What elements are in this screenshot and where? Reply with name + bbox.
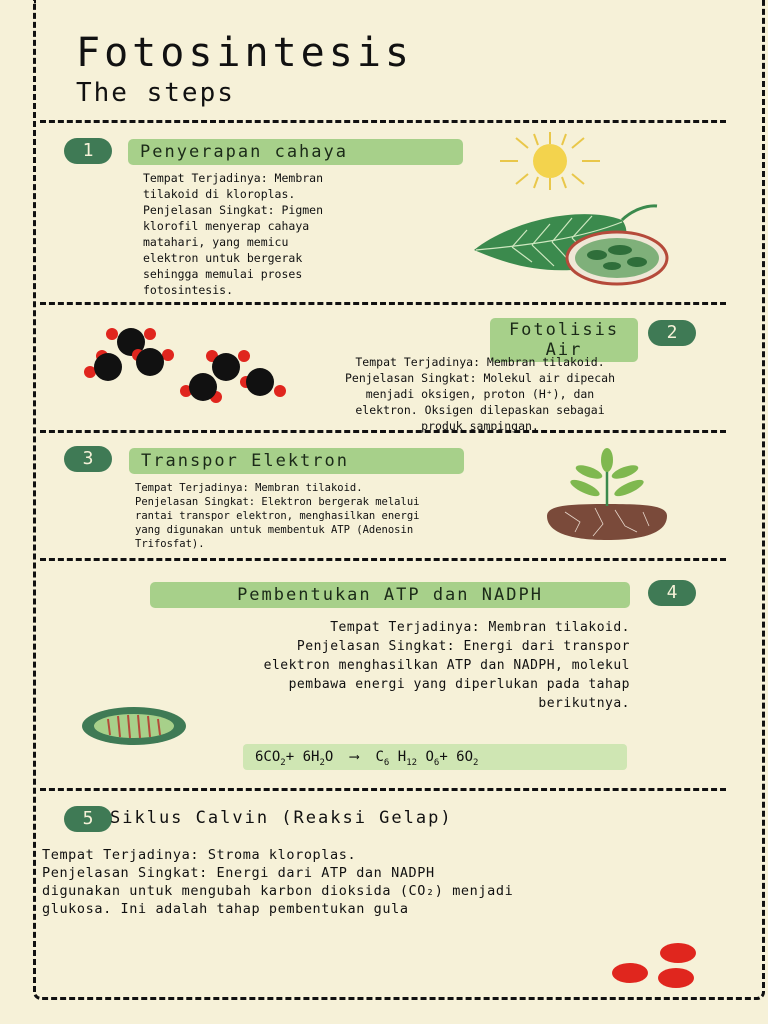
step-2-body: Tempat Terjadinya: Membran tilakoid. Penjelasan Singkat: Molekul air dipecah menjadi oksigen, proton (H⁺), dan elektron. Oksigen dilepaskan sebagai produk sampingan. [344,355,616,433]
eq-sub: 2 [280,757,286,768]
step-4-title: Pembentukan ATP dan NADPH [150,582,630,608]
eq-o: O [425,749,434,765]
step-2-title: Fotolisis Air [490,318,638,362]
step-5-body: Tempat Terjadinya: Stroma kloroplas. Penjelasan Singkat: Energi dari ATP dan NADPH digunakan untuk mengubah karbon dioksida (CO₂) menjadi glukosa. Ini adalah tahap pembentukan gula [42,847,514,917]
photosynthesis-equation [243,744,627,770]
sprout-icon [545,448,670,543]
eq-sub: 2 [473,757,479,768]
sun-icon [494,128,606,194]
divider [40,120,726,123]
eq-h: H [397,749,407,765]
chloroplast-icon [80,705,188,747]
eq-sub: 6 [383,757,390,768]
step-3-body: Tempat Terjadinya: Membran tilakoid. Penjelasan Singkat: Elektron bergerak melalui rantai transpor elektron, menghasilkan energi yang digunakan untuk membentuk ATP (Adenosin Trifosfat). [135,482,420,550]
eq-arrow: ⟶ [350,749,359,765]
step-1-title: Penyerapan cahaya [128,139,463,165]
leaf-icon [472,200,682,290]
eq-o: O [324,749,334,765]
eq-o2: + 6O [439,749,474,765]
step-4-badge: 4 [648,580,696,606]
red-dots-icon [610,940,702,992]
divider [40,788,726,791]
water-molecule-icon [80,325,290,405]
page-title: Fotosintesis [76,30,413,76]
step-2-badge: 2 [648,320,696,346]
step-5-title: Siklus Calvin (Reaksi Gelap) [110,808,453,828]
eq-c: C [375,749,384,765]
divider [40,302,726,305]
step-3-title: Transpor Elektron [129,448,464,474]
eq-h2o: + 6H [285,749,320,765]
page-subtitle: The steps [76,78,235,108]
eq-sub: 6 [433,757,440,768]
step-1-badge: 1 [64,138,112,164]
eq-sub: 2 [319,757,325,768]
step-4-body: Tempat Terjadinya: Membran tilakoid. Penjelasan Singkat: Energi dari transpor elektron menghasilkan ATP dan NADPH, molekul pembawa energi yang diperlukan pada tahap berikutnya. [263,620,630,711]
step-3-badge: 3 [64,446,112,472]
eq-sub: 12 [406,757,418,768]
eq-co2: 6CO [255,749,281,765]
divider [40,558,726,561]
step-1-body: Tempat Terjadinya: Membran tilakoid di kloroplas. Penjelasan Singkat: Pigmen klorofil menyerap cahaya matahari, yang memicu elektron untuk bergerak sehingga memulai proses fotosintesis. [143,171,324,297]
step-5-badge: 5 [64,806,112,832]
